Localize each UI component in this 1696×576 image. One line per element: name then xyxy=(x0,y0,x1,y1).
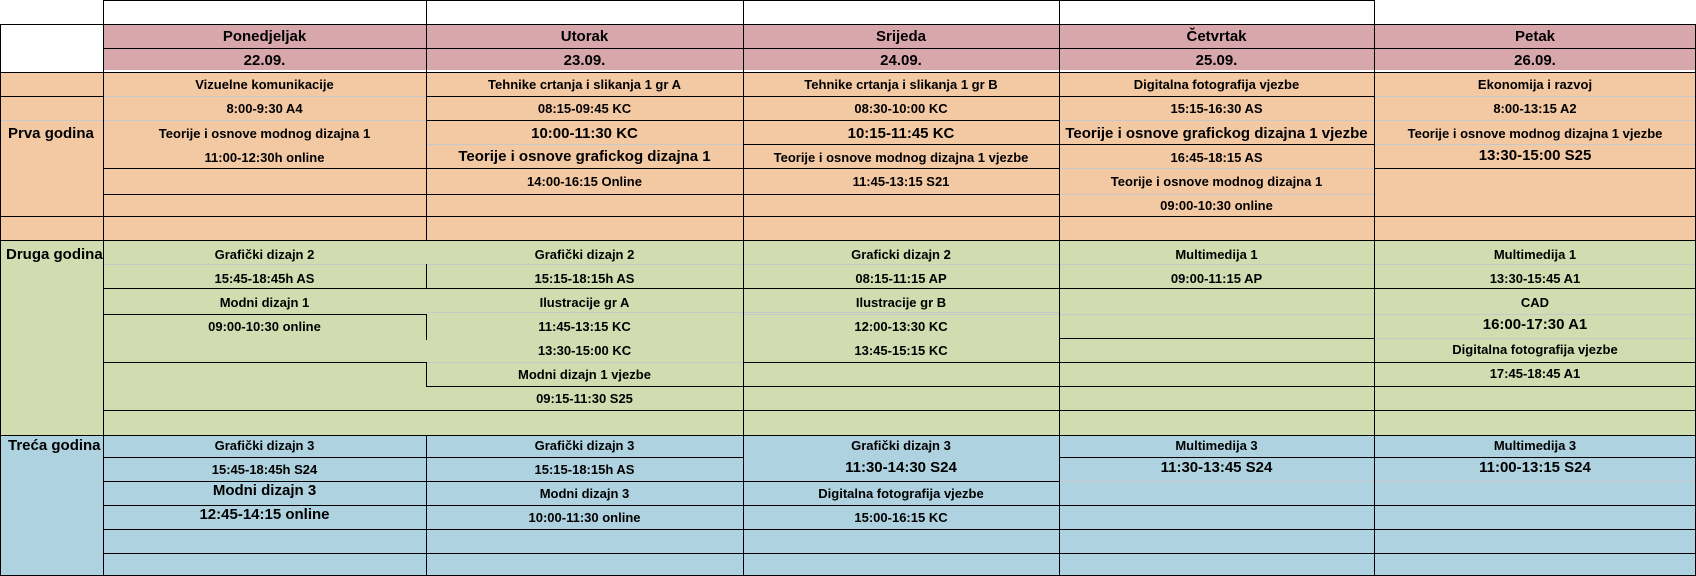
course-title: Multimedija 1 xyxy=(1493,246,1577,262)
grid-line xyxy=(1374,0,1375,72)
grid-line xyxy=(1059,481,1696,482)
course-title: Modni dizajn 1 vjezbe xyxy=(518,366,651,382)
grid-line xyxy=(103,96,426,97)
grid-line xyxy=(743,194,1059,195)
grid-line xyxy=(1374,96,1696,97)
date-header-mon: 22.09. xyxy=(243,51,286,69)
grid-line xyxy=(426,314,427,340)
grid-line xyxy=(103,505,1696,506)
course-title: Teorije i osnove grafickog dizajna 1 xyxy=(458,147,711,165)
course-title: Tehnike crtanja i slikanja 1 gr A xyxy=(488,76,681,92)
course-title: Graficki dizajn 2 xyxy=(851,246,951,262)
course-title: Digitalna fotografija vjezbe xyxy=(818,485,984,501)
day-header-thu: Četvrtak xyxy=(1186,27,1247,45)
grid-line xyxy=(103,457,743,458)
course-title: Teorije i osnove modnog dizajna 1 xyxy=(158,125,371,141)
grid-line xyxy=(103,529,1696,530)
grid-line xyxy=(1059,435,1060,576)
grid-line xyxy=(743,481,1059,482)
grid-line xyxy=(1059,240,1060,435)
course-time: 11:00-13:15 S24 xyxy=(1479,458,1591,476)
course-time: 13:45-15:15 KC xyxy=(854,342,948,358)
course-time: 12:00-13:30 KC xyxy=(854,318,948,334)
course-time: 15:15-16:30 AS xyxy=(1170,100,1263,116)
grid-line xyxy=(426,386,1696,387)
grid-line xyxy=(103,362,1696,363)
grid-line xyxy=(1374,240,1375,435)
grid-line xyxy=(1374,338,1696,339)
grid-line xyxy=(743,168,1059,169)
course-title: Ekonomija i razvoj xyxy=(1477,76,1593,92)
grid-line xyxy=(0,72,1696,73)
grid-line xyxy=(103,410,1696,411)
grid-line xyxy=(743,314,1059,315)
grid-line xyxy=(103,435,104,576)
course-time: 13:30-15:00 KC xyxy=(537,342,632,358)
course-title: Multimedija 3 xyxy=(1493,437,1577,453)
course-time: 08:15-09:45 KC xyxy=(537,100,632,116)
grid-line xyxy=(1374,72,1375,240)
grid-line xyxy=(103,264,1696,265)
grid-line xyxy=(0,72,1,576)
course-title: Grafički dizajn 2 xyxy=(214,246,315,262)
grid-line xyxy=(1059,314,1696,315)
grid-line xyxy=(1059,194,1374,195)
course-title: Teorije i osnove modnog dizajna 1 vjezbe xyxy=(773,149,1029,165)
grid-line xyxy=(1059,120,1374,121)
grid-line xyxy=(426,362,743,363)
course-title: Grafički dizajn 2 xyxy=(534,246,635,262)
course-time: 17:45-18:45 A1 xyxy=(1489,365,1581,381)
grid-line xyxy=(426,72,427,240)
course-title: Modni dizajn 3 xyxy=(539,485,630,501)
course-time: 15:00-16:15 KC xyxy=(854,509,948,525)
course-time: 11:30-14:30 S24 xyxy=(845,458,957,476)
course-title: Modni dizajn 1 xyxy=(219,294,310,310)
grid-line xyxy=(0,435,1696,436)
day-header-mon: Ponedjeljak xyxy=(222,27,307,45)
grid-line xyxy=(1059,168,1374,169)
grid-line xyxy=(103,288,1696,289)
grid-line xyxy=(0,24,1,72)
grid-line xyxy=(103,168,426,169)
grid-line xyxy=(1059,72,1060,240)
grid-line xyxy=(0,120,103,121)
grid-line xyxy=(103,194,426,195)
grid-line xyxy=(103,240,104,435)
grid-line xyxy=(103,120,426,121)
year-label-second: Druga godina xyxy=(6,245,103,263)
grid-line xyxy=(1374,144,1696,145)
grid-line xyxy=(426,362,427,386)
course-time: 13:30-15:45 A1 xyxy=(1489,270,1581,286)
date-header-fri: 26.09. xyxy=(1514,51,1556,69)
grid-line xyxy=(103,72,104,240)
course-time: 16:45-18:15 AS xyxy=(1170,149,1263,165)
grid-line xyxy=(0,24,1696,25)
date-header-thu: 25.09. xyxy=(1195,51,1238,69)
grid-line xyxy=(0,216,103,217)
day-header-fri: Petak xyxy=(1514,27,1556,45)
course-title: Ilustracije gr B xyxy=(855,294,947,310)
course-title: Digitalna fotografija vjezbe xyxy=(1133,76,1300,92)
day-header-wed: Srijeda xyxy=(875,27,927,45)
grid-line xyxy=(103,553,1696,554)
grid-line xyxy=(0,96,103,97)
course-title: CAD xyxy=(1520,294,1550,310)
year-label-first: Prva godina xyxy=(8,124,94,142)
course-title: Multimedija 1 xyxy=(1175,246,1258,262)
course-title: Teorije i osnove grafickog dizajna 1 vjezbe xyxy=(1065,124,1368,142)
course-time: 11:45-13:15 KC xyxy=(538,318,631,334)
course-time: 10:15-11:45 KC xyxy=(847,124,955,142)
grid-line xyxy=(426,264,427,288)
course-time: 09:00-10:30 online xyxy=(208,318,321,334)
course-time: 16:00-17:30 A1 xyxy=(1482,315,1588,333)
grid-line xyxy=(103,481,743,482)
grid-line xyxy=(1059,144,1374,145)
grid-line xyxy=(426,144,743,145)
course-time: 12:45-14:15 online xyxy=(199,505,330,523)
course-title: Multimedija 3 xyxy=(1175,437,1258,453)
grid-line xyxy=(103,216,1696,217)
course-time: 08:15-11:15 AP xyxy=(855,270,947,286)
grid-line xyxy=(103,314,426,315)
course-time: 15:15-18:15h AS xyxy=(534,270,635,286)
course-title: Vizuelne komunikacije xyxy=(195,76,334,92)
grid-line xyxy=(743,0,744,72)
course-title: Modni dizajn 3 xyxy=(212,481,317,499)
course-time: 11:00-12:30h online xyxy=(204,149,325,165)
course-time: 09:15-11:30 S25 xyxy=(536,390,633,406)
course-title: Teorije i osnove modnog dizajna 1 xyxy=(1110,173,1323,189)
grid-line xyxy=(743,144,1059,145)
course-time: 10:00-11:30 online xyxy=(528,509,641,525)
grid-line xyxy=(103,48,1696,49)
course-time: 10:00-11:30 KC xyxy=(531,124,638,142)
course-title: Ilustracije gr A xyxy=(539,294,630,310)
grid-line xyxy=(1374,168,1696,169)
grid-line xyxy=(426,435,427,576)
grid-line xyxy=(0,240,1696,241)
date-header-wed: 24.09. xyxy=(880,51,922,69)
course-time: 08:30-10:00 KC xyxy=(854,100,948,116)
course-time: 8:00-9:30 A4 xyxy=(226,100,303,116)
course-time: 11:30-13:45 S24 xyxy=(1160,458,1273,476)
course-title: Grafički dizajn 3 xyxy=(851,437,951,453)
course-time: 09:00-11:15 AP xyxy=(1170,270,1263,286)
course-time: 15:45-18:45h S24 xyxy=(211,461,318,477)
grid-line xyxy=(1059,338,1374,339)
course-time: 8:00-13:15 A2 xyxy=(1493,100,1577,116)
grid-line xyxy=(1374,435,1375,576)
grid-line xyxy=(743,435,744,576)
course-time: 11:45-13:15 S21 xyxy=(852,173,950,189)
course-title: Digitalna fotografija vjezbe xyxy=(1452,341,1618,357)
date-header-tue: 23.09. xyxy=(563,51,606,69)
course-time: 15:45-18:45h AS xyxy=(214,270,315,286)
course-time: 09:00-10:30 online xyxy=(1160,197,1273,213)
grid-line xyxy=(1059,457,1696,458)
course-time: 15:15-18:15h AS xyxy=(534,461,635,477)
grid-line xyxy=(1059,96,1374,97)
grid-line xyxy=(743,72,744,240)
course-title: Tehnike crtanja i slikanja 1 gr B xyxy=(804,76,998,92)
day-header-tue: Utorak xyxy=(560,27,609,45)
grid-line xyxy=(426,0,427,72)
course-time: 14:00-16:15 Online xyxy=(527,173,642,189)
grid-line xyxy=(426,168,743,169)
grid-line xyxy=(103,0,104,72)
course-title: Grafički dizajn 3 xyxy=(534,437,635,453)
grid-line xyxy=(103,0,1374,1)
grid-line xyxy=(426,194,743,195)
grid-line xyxy=(743,240,744,435)
course-title: Teorije i osnove modnog dizajna 1 vjezbe xyxy=(1407,125,1663,141)
course-title: Grafički dizajn 3 xyxy=(214,437,315,453)
grid-line xyxy=(1059,0,1060,72)
grid-line xyxy=(1374,120,1696,121)
year-label-third: Treća godina xyxy=(8,436,101,454)
course-time: 13:30-15:00 S25 xyxy=(1478,146,1592,164)
